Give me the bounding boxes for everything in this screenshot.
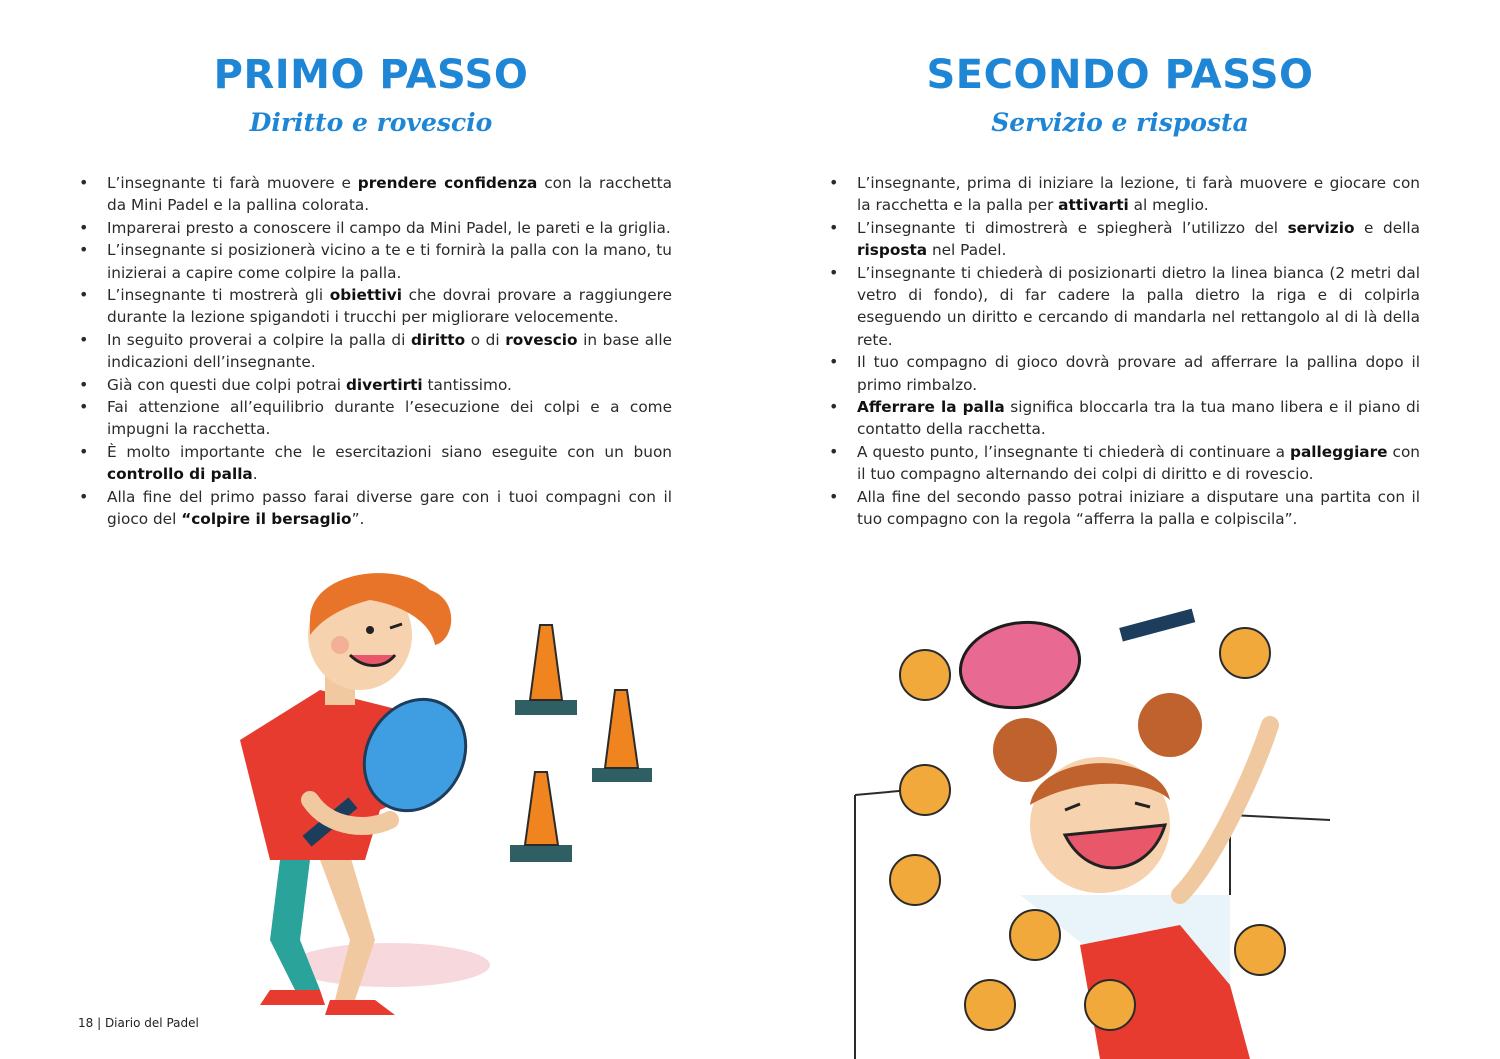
text: . [252,465,258,484]
bold-text: Afferrare la palla [857,398,1005,417]
page-footer: 18 | Diario del Padel [78,1016,199,1030]
tennis-ball-icon [1220,628,1270,678]
text: L’insegnante si posizionerà vicino a te e ti fornirà la palla con la mano, tu inizierai a capire come colpire la palla. [107,241,672,282]
page-subtitle: Diritto e rovescio [249,108,493,137]
tennis-ball-icon [965,980,1015,1030]
text: Alla fine del secondo passo potrai iniziare a disputare una partita con il tuo compagno con la regola “afferra la palla e colpiscila”. [857,487,1420,529]
boy-with-racket-illustration [200,560,670,1020]
text: al meglio. [1128,196,1209,215]
text: o di [465,330,506,349]
tennis-ball-icon [890,855,940,905]
list-item [70,217,672,239]
bold-text: servizio [1287,218,1355,237]
right-shoe [325,1000,395,1015]
text: L’insegnante ti dimostrerà e spiegherà l’utilizzo del [857,218,1288,237]
list-item [820,217,1420,262]
instruction-list [70,172,672,531]
list-item [70,239,672,284]
bold-text: prendere confidenza [357,174,538,192]
ground-shadow [290,943,490,987]
cheek [331,636,349,654]
text: Il tuo compagno di gioco dovrà provare ad afferrare la pallina dopo il primo rimbalzo. [857,353,1420,394]
text: L’insegnante ti mostrerà gli [107,286,330,305]
text: L’insegnante, prima di iniziare la lezione, ti farà muovere e giocare con la racchetta e la palla per [857,174,1420,215]
cone-icon [510,772,572,862]
bold-text: diritto [410,330,466,349]
raised-arm [1180,725,1270,895]
tennis-ball-icon [1010,910,1060,960]
bold-text: obiettivi [329,286,402,305]
text: Alla fine del primo passo farai diverse gare con i tuoi compagni con il gioco del [107,487,672,529]
page-subtitle: Servizio e risposta [991,108,1249,137]
tennis-ball-icon [1235,925,1285,975]
tennis-ball-icon [900,650,950,700]
bold-text: rovescio [505,330,578,349]
text: tantissimo. [422,375,512,394]
list-item [70,284,672,329]
page-title: SECONDO PASSO [926,52,1314,98]
cone-icon [592,690,652,782]
text: Già con questi due colpi potrai [107,375,346,394]
list-item [820,262,1420,352]
list-item [70,441,672,486]
text: e della [1354,218,1420,237]
list-item [820,486,1420,531]
bold-text: controllo di palla [107,465,253,484]
text: Imparerai presto a conoscere il campo da Mini Padel, le pareti e la griglia. [107,218,671,237]
bold-text: attivarti [1058,196,1129,215]
text: con il tuo compagno alternando dei colpi di diritto e di rovescio. [857,442,1421,484]
bold-text: “colpire il bersaglio [181,510,352,529]
text: che dovrai provare a raggiungere durante la lezione spigandoti i trucchi per migliorare velocemente. [107,286,672,327]
list-item [70,172,672,217]
text: significa bloccarla tra la tua mano libera e il piano di contatto della racchetta. [857,398,1420,439]
text: nel Padel. [927,241,1007,260]
instruction-list [820,172,1420,531]
list-item [820,172,1420,217]
text: L’insegnante ti farà muovere e [107,174,358,192]
page-title: PRIMO PASSO [213,52,529,98]
list-item [820,351,1420,396]
text: ”. [351,510,365,529]
list-item [70,329,672,374]
tennis-ball-icon [900,765,950,815]
text: A questo punto, l’insegnante ti chiederà di continuare a [857,442,1291,461]
eye [366,626,374,634]
left-shoe [260,990,325,1005]
list-item [70,374,672,396]
text: È molto importante che le esercitazioni siano eseguite con un buon [107,442,672,461]
list-item [70,396,672,441]
text: in base alle indicazioni dell’insegnante. [107,330,672,372]
text: Fai attenzione all’equilibrio durante l’esecuzione dei colpi e a come impugni la racchetta. [107,398,672,439]
list-item [70,486,672,531]
hair-bun [1138,693,1202,757]
list-item [820,441,1420,486]
tennis-ball-icon [1085,980,1135,1030]
cone-icon [515,625,577,715]
bold-text: palleggiare [1290,442,1388,461]
text: L’insegnante ti chiederà di posizionarti dietro la linea bianca (2 metri dal vetro di fondo), di far cadere la palla dietro la riga e di colpirla eseguendo un diritto e cercando di mandarla nel rettangolo al di là della rete. [857,263,1420,349]
text: con la racchetta da Mini Padel e la pallina colorata. [107,174,672,215]
text: In seguito proverai a colpire la palla di [107,330,411,349]
list-item [820,396,1420,441]
bold-text: divertirti [345,375,423,394]
bold-text: risposta [857,241,928,260]
girl-juggling-illustration [850,565,1410,1059]
hair-bun [993,718,1057,782]
